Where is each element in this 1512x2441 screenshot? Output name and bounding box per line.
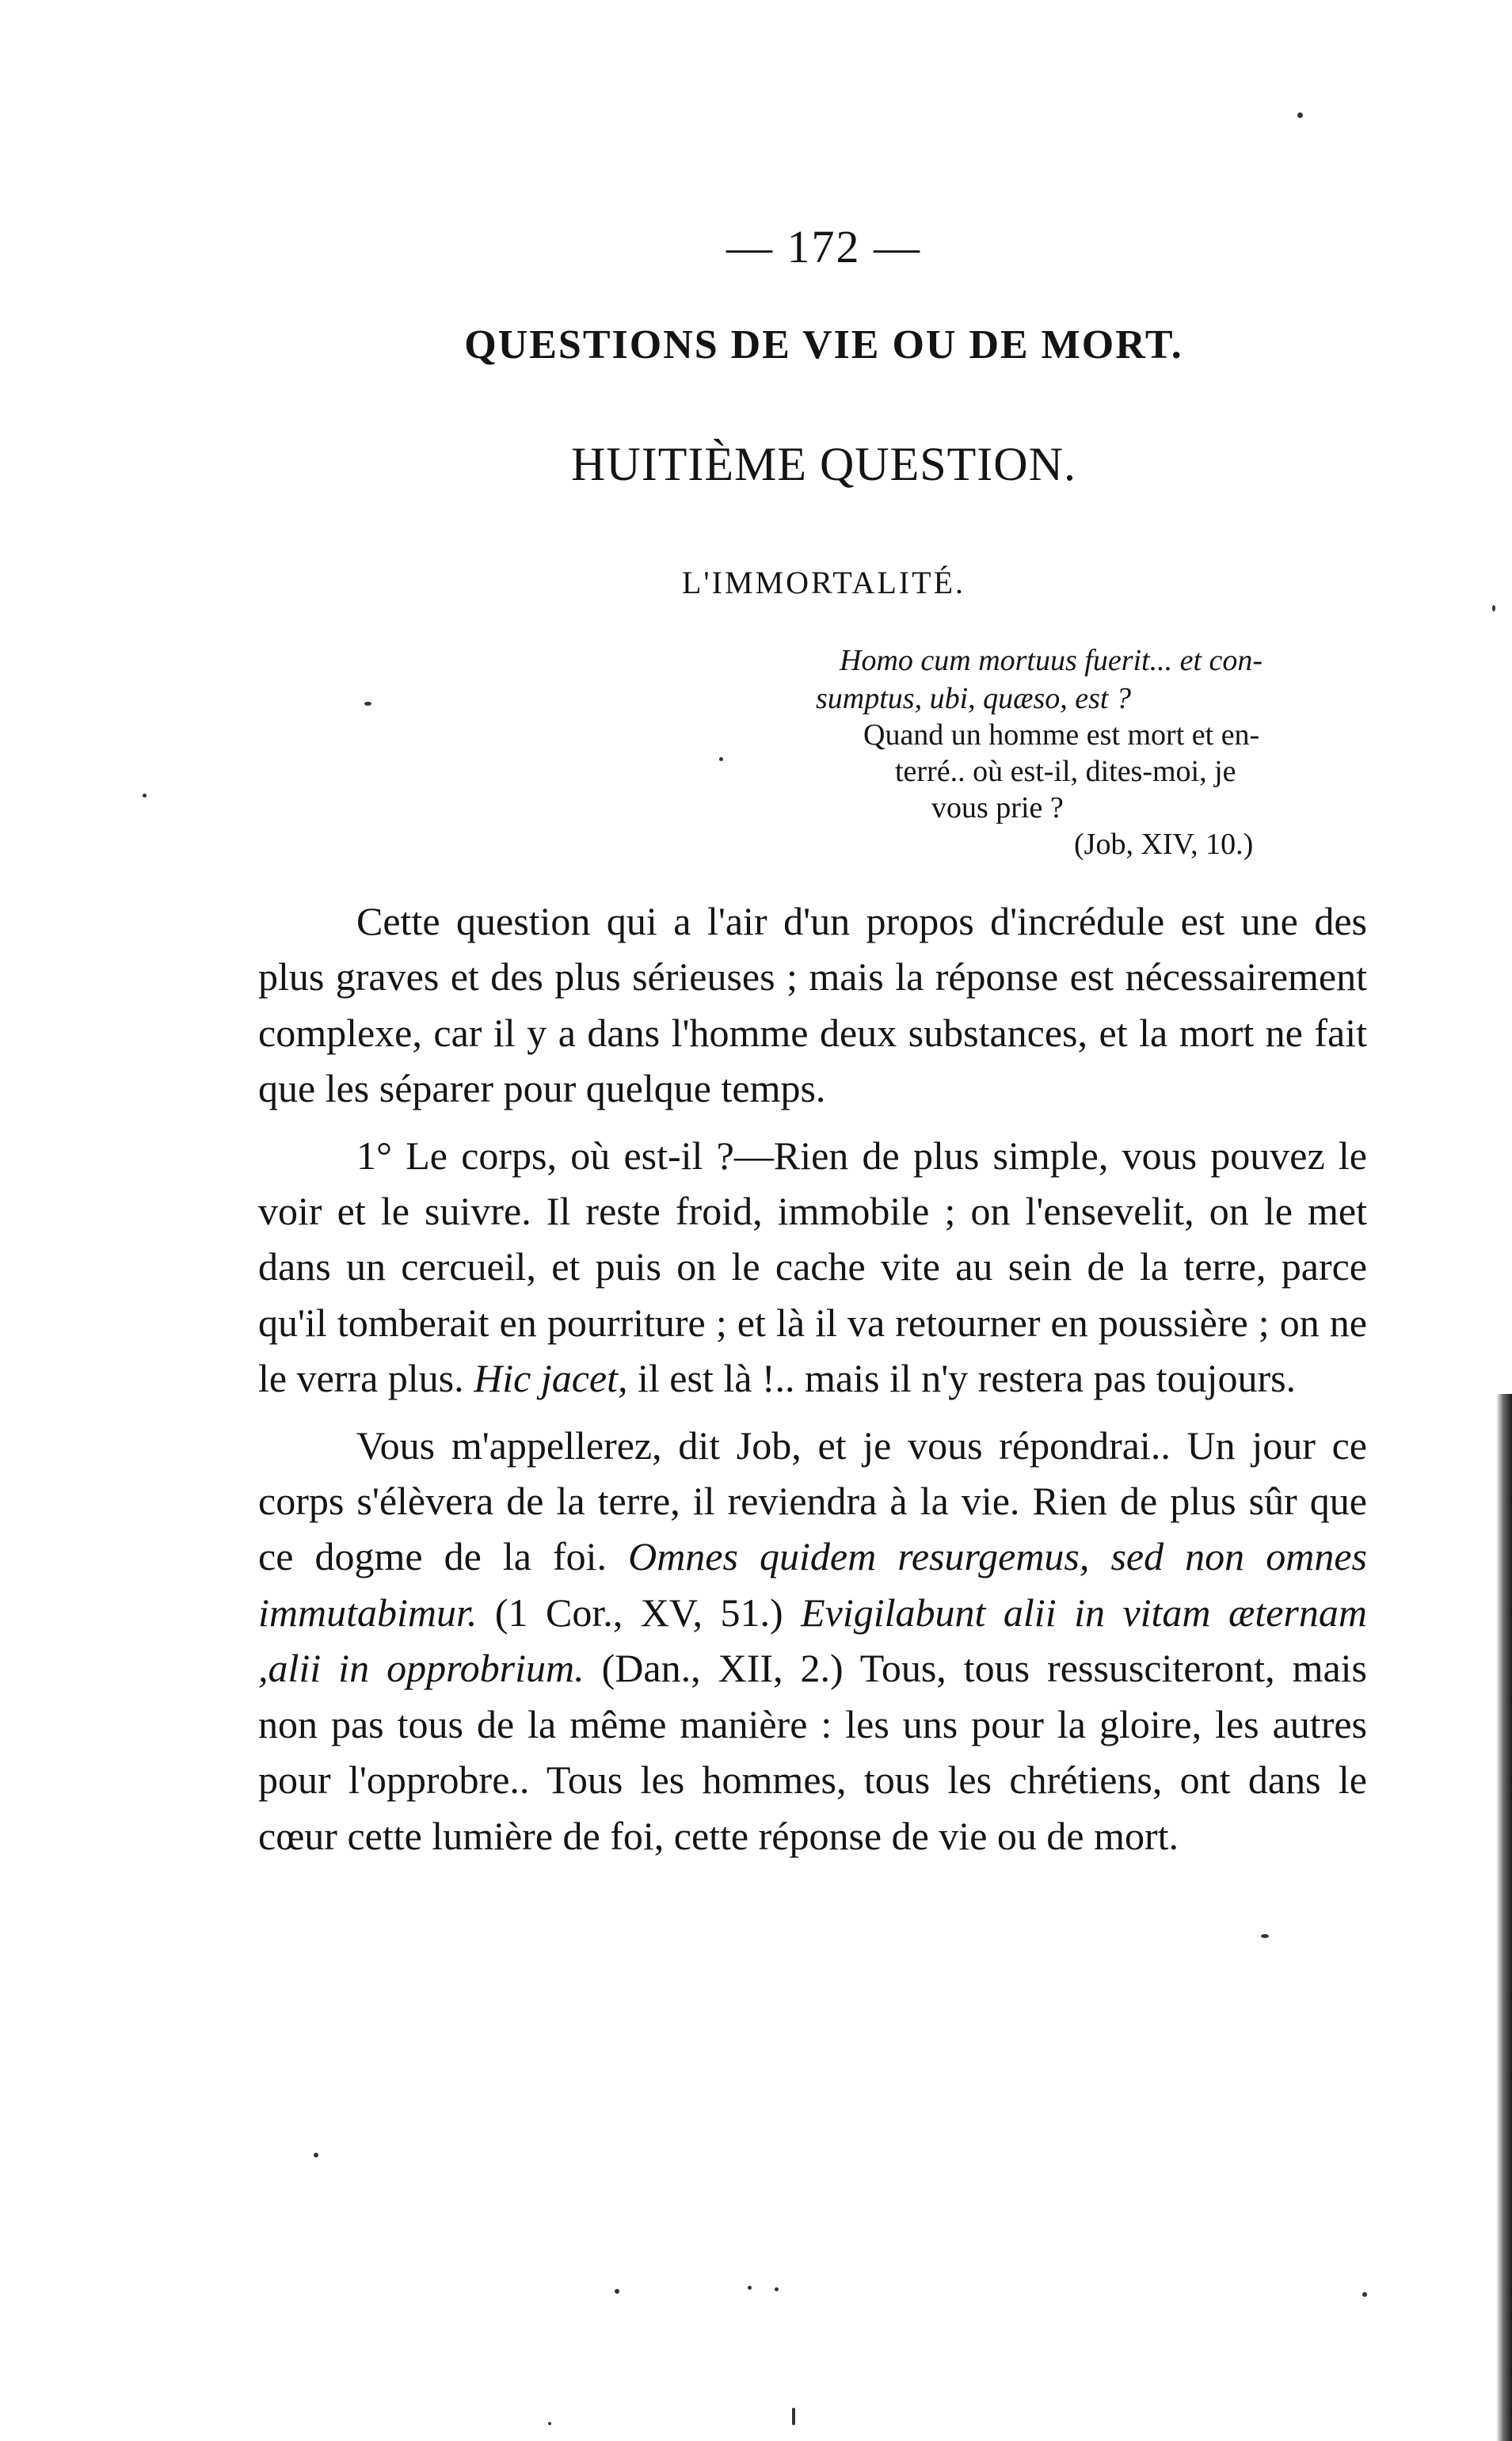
paragraph-3-text: Vous m'appellerez, dit Job, et je vous répondrai.. Un jour ce corps s'élèvera de la terre, il reviendra à la vie. Rien de plus sûr que ce dogme de la foi. — [258, 1422, 1367, 1579]
epigraph-french-line-1: Quand un homme est mort et en- — [863, 718, 1260, 752]
scan-speck — [615, 2289, 619, 2294]
epigraph-reference: (Job, XIV, 10.) — [1074, 828, 1254, 861]
epigraph-french-line-2: terré.. où est-il, dites-moi, je — [895, 755, 1236, 788]
paragraph-2-text: 1° Le corps, où est-il ?—Rien de plus simple, vous pouvez le voir et le suivre. Il reste froid, immobile ; on l'ensevelit, on le met dans un cercueil, et puis on le cache vite au sein de la terre, parce qu'il tomberait en pourriture ; et là il va retourner en poussière ; on ne le verra plus. — [258, 1133, 1367, 1401]
paragraph-3-end: (Dan., XII, 2.) Tous, tous ressusciteront, mais non pas tous de la même manière : les uns pour la gloire, les autres pour l'opprobre.. Tous les hommes, tous les chrétiens, ont dans le cœur cette lumière de foi, cette réponse de vie ou de mort. — [258, 1646, 1368, 1858]
paragraph-2 — [258, 1128, 1367, 1407]
body-text — [258, 893, 1367, 1875]
scan-speck — [314, 2153, 318, 2157]
scan-speck — [364, 702, 371, 706]
epigraph-latin-line-2: sumptus, ubi, quæso, est ? — [816, 682, 1131, 715]
scan-speck — [775, 2287, 779, 2291]
scan-speck — [1297, 112, 1303, 118]
paragraph-3 — [258, 1418, 1367, 1864]
latin-quote-evigilabunt: Evigilabunt alii in vitam æternam ,alii in opprobrium. — [258, 1590, 1368, 1691]
section-title: HUITIÈME QUESTION. — [571, 438, 1076, 490]
reference-corinthians: (1 Cor., XV, 51.) — [494, 1590, 783, 1635]
scan-speck — [719, 757, 723, 761]
scan-speck — [548, 2422, 551, 2425]
running-title: QUESTIONS DE VIE OU DE MORT. — [464, 322, 1183, 367]
scan-speck — [792, 2408, 795, 2425]
epigraph-latin-line-1: Homo cum mortuus fuerit... et con- — [840, 644, 1263, 677]
latin-quote-omnes: Omnes quidem resurgemus, sed non omnes immutabimur. — [258, 1534, 1367, 1635]
paragraph-2-end: il est là !.. mais il n'y restera pas toujours. — [638, 1356, 1297, 1401]
epigraph-french-line-3: vous prie ? — [931, 791, 1064, 824]
scan-speck — [1261, 1934, 1269, 1938]
scan-speck — [143, 794, 147, 798]
page-number: — 172 — — [726, 221, 921, 272]
scan-speck — [748, 2286, 752, 2290]
paragraph-1: Cette question qui a l'air d'un propos d'incrédule est une des plus graves et des plus sérieuses ; mais la réponse est nécessairement complexe, car il y a dans l'homme deux substances, et la mort ne fait que les séparer pour quelque temps. — [258, 899, 1367, 1111]
scan-speck — [1492, 605, 1495, 611]
subsection-title: L'IMMORTALITÉ. — [682, 565, 965, 600]
scan-speck — [1362, 2292, 1367, 2297]
binding-edge-shadow — [1496, 1394, 1512, 2441]
latin-quote-hic-jacet: Hic jacet, — [474, 1356, 628, 1401]
